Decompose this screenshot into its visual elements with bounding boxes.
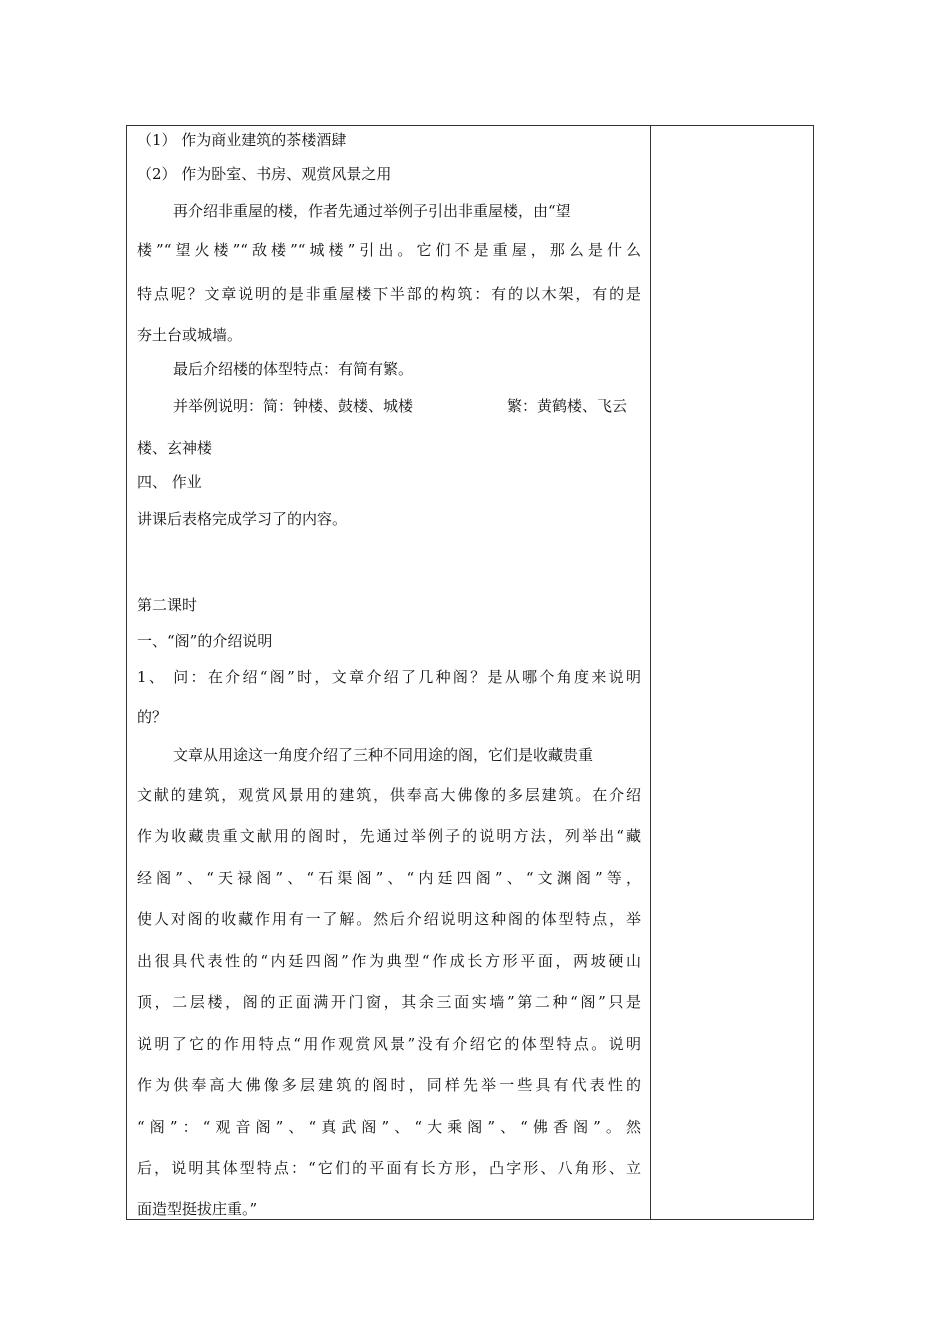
- section-heading: 一、“阁”的介绍说明: [137, 632, 273, 650]
- paragraph-line: 特点呢？文章说明的是非重屋楼下半部的构筑：有的以木架，有的是: [137, 285, 641, 303]
- paragraph-line: 讲课后表格完成学习了的内容。: [137, 510, 348, 528]
- paragraph-line: 并举例说明：简：钟楼、鼓楼、城楼: [173, 397, 414, 415]
- paragraph-line: 出很具代表性的“内廷四阁”作为典型“作成长方形平面，两坡硬山: [137, 952, 641, 970]
- paragraph-line: 文章从用途这一角度介绍了三种不同用途的阁，它们是收藏贵重: [173, 746, 594, 764]
- section-heading: 四、 作业: [137, 473, 202, 491]
- paragraph-line: 楼”“望火楼”“敌楼”“城楼”引出。它们不是重屋，那么是什么: [137, 241, 641, 259]
- notes-column: [651, 126, 813, 1219]
- paragraph-line: 后，说明其体型特点：“它们的平面有长方形，凸字形、八角形、立: [137, 1159, 641, 1177]
- paragraph-line: 最后介绍楼的体型特点：有简有繁。: [173, 360, 414, 378]
- paragraph-line: 文献的建筑，观赏风景用的建筑，供奉高大佛像的多层建筑。在介绍: [137, 786, 641, 804]
- paragraph-line: 经阁”、“天禄阁”、“石渠阁”、“内廷四阁”、“文渊阁”等，: [137, 869, 641, 887]
- paragraph-line: “阁”：“观音阁”、“真武阁”、“大乘阁”、“佛香阁”。然: [137, 1118, 641, 1136]
- paragraph-line: 繁：黄鹤楼、飞云: [507, 397, 628, 415]
- question-line: 1、 问：在介绍“阁”时，文章介绍了几种阁？是从哪个角度来说明: [137, 668, 641, 686]
- paragraph-line: 再介绍非重屋的楼，作者先通过举例子引出非重屋楼，由“望: [173, 202, 571, 220]
- paragraph-line: 面造型挺拔庄重。”: [137, 1200, 258, 1218]
- list-item-1: （1） 作为商业建筑的茶楼酒肆: [137, 131, 347, 149]
- paragraph-line: 顶，二层楼，阁的正面满开门窗，其余三面实墙”第二种“阁”只是: [137, 993, 641, 1011]
- list-item-2: （2） 作为卧室、书房、观赏风景之用: [137, 165, 392, 183]
- paragraph-line: 作为收藏贵重文献用的阁时，先通过举例子的说明方法，列举出“藏: [137, 827, 641, 845]
- lesson-plan-table: [126, 125, 814, 1220]
- paragraph-line: 楼、玄神楼: [137, 439, 213, 457]
- question-line: 的？: [137, 708, 168, 726]
- section-title: 第二课时: [137, 596, 198, 614]
- paragraph-line: 作为供奉高大佛像多层建筑的阁时，同样先举一些具有代表性的: [137, 1076, 641, 1094]
- paragraph-line: 说明了它的作用特点“用作观赏风景”没有介绍它的体型特点。说明: [137, 1035, 641, 1053]
- paragraph-line: 夯土台或城墙。: [137, 326, 243, 344]
- paragraph-line: 使人对阁的收藏作用有一了解。然后介绍说明这种阁的体型特点，举: [137, 910, 641, 928]
